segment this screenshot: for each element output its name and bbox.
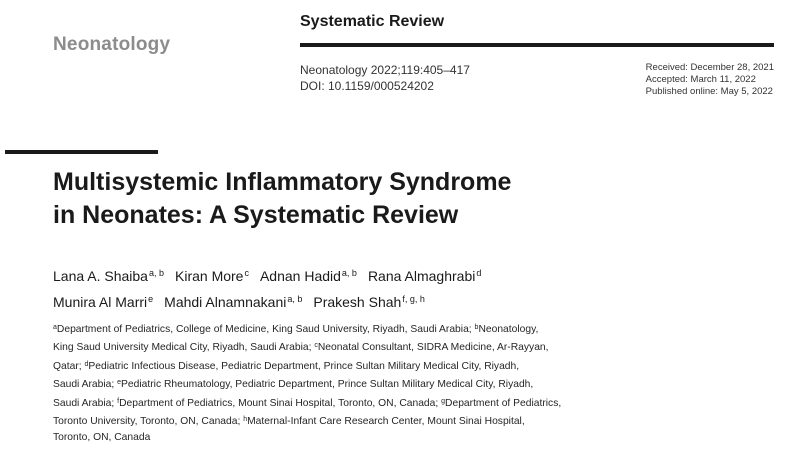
author-name: Munira Al Marri (53, 294, 148, 310)
affiliation-marker: d (84, 360, 89, 368)
affiliation-text: Department of Pediatrics, College of Medicine, King Saud University, Riyadh, Saudi Arabia; (56, 324, 475, 335)
author-name: Prakesh Shah (313, 294, 402, 310)
author[interactable] (164, 288, 302, 314)
affiliation-line (53, 412, 653, 430)
affiliation-text: Neonatal Consultant, SIDRA Medicine, Ar-Rayyan, (317, 342, 549, 354)
affiliation-text: Toronto University, Toronto, ON, Canada; (53, 416, 244, 428)
affiliation-marker: a (53, 324, 57, 331)
doi[interactable]: DOI: 10.1159/000524202 (300, 79, 434, 93)
affiliation-marker: g (441, 397, 446, 405)
affiliation-marker: f (117, 397, 120, 405)
author-name: Rana Almaghrabi (367, 268, 476, 284)
author-name: Kiran More (175, 268, 244, 284)
author-affiliation-marker: e (148, 294, 154, 304)
affiliation-text: Pediatric Infectious Disease, Pediatric Department, Prince Sultan Military Medical City, Riyadh, (88, 360, 520, 372)
affiliation-line (53, 338, 653, 356)
affiliation-text: Saudi Arabia; (53, 379, 118, 391)
author[interactable] (53, 288, 153, 314)
affiliation-line (53, 375, 653, 393)
author-affiliation-marker: a, b (148, 268, 164, 278)
citation-block (300, 62, 470, 94)
author[interactable] (313, 288, 424, 314)
author[interactable] (175, 262, 249, 288)
affiliation-marker: c (314, 342, 318, 350)
affiliation-text: Department of Pediatrics, Mount Sinai Hospital, Toronto, ON, Canada; (119, 397, 442, 409)
article-type: Systematic Review (300, 13, 445, 30)
journal-name: Neonatology (53, 34, 171, 55)
affiliation-text: Saudi Arabia; (53, 397, 118, 409)
author-name: Lana A. Shaiba (53, 268, 148, 284)
author-affiliation-marker: f, g, h (402, 294, 425, 304)
author-name: Adnan Hadid (259, 268, 341, 284)
affiliations (53, 320, 653, 447)
affiliation-text: Pediatric Rheumatology, Pediatric Department, Prince Sultan Military Medical City, Riyadh, (121, 379, 534, 391)
affiliation-text: King Saud University Medical City, Riyadh, Saudi Arabia; (53, 342, 315, 354)
author[interactable] (368, 262, 481, 288)
published-date: Published online: May 5, 2022 (645, 86, 773, 97)
affiliation-text: Neonatology, (478, 324, 539, 335)
affiliation-line (53, 320, 653, 338)
author-line (53, 288, 773, 314)
title-line-2: in Neonates: A Systematic Review (53, 201, 459, 229)
author-list (53, 262, 773, 314)
title-line-1: Multisystemic Inflammatory Syndrome (53, 168, 512, 196)
affiliation-text: Toronto, ON, Canada (53, 432, 151, 444)
affiliation-line (53, 357, 653, 375)
affiliation-text: Qatar; (53, 360, 85, 372)
author-line (53, 262, 773, 288)
author-affiliation-marker: a, b (287, 294, 303, 304)
author[interactable] (260, 262, 357, 288)
affiliation-marker: b (474, 324, 479, 331)
article-title (53, 166, 753, 232)
header-rule (300, 43, 774, 47)
author-affiliation-marker: a, b (341, 268, 357, 278)
affiliation-line (53, 394, 653, 412)
author-affiliation-marker: c (244, 268, 249, 278)
publication-dates (646, 62, 774, 98)
author-affiliation-marker: d (476, 268, 482, 278)
affiliation-marker: e (117, 379, 122, 387)
affiliation-line (53, 430, 653, 446)
author[interactable] (53, 262, 164, 288)
author-name: Mahdi Alnamnakani (164, 294, 287, 310)
title-rule (5, 150, 158, 154)
affiliation-text: Maternal-Infant Care Research Center, Mount Sinai Hospital, (247, 416, 525, 428)
affiliation-text: Department of Pediatrics, (445, 397, 562, 409)
affiliation-marker: h (243, 416, 248, 424)
accepted-date: Accepted: March 11, 2022 (645, 74, 756, 85)
received-date: Received: December 28, 2021 (645, 62, 774, 73)
journal-citation: Neonatology 2022;119:405–417 (300, 63, 470, 77)
